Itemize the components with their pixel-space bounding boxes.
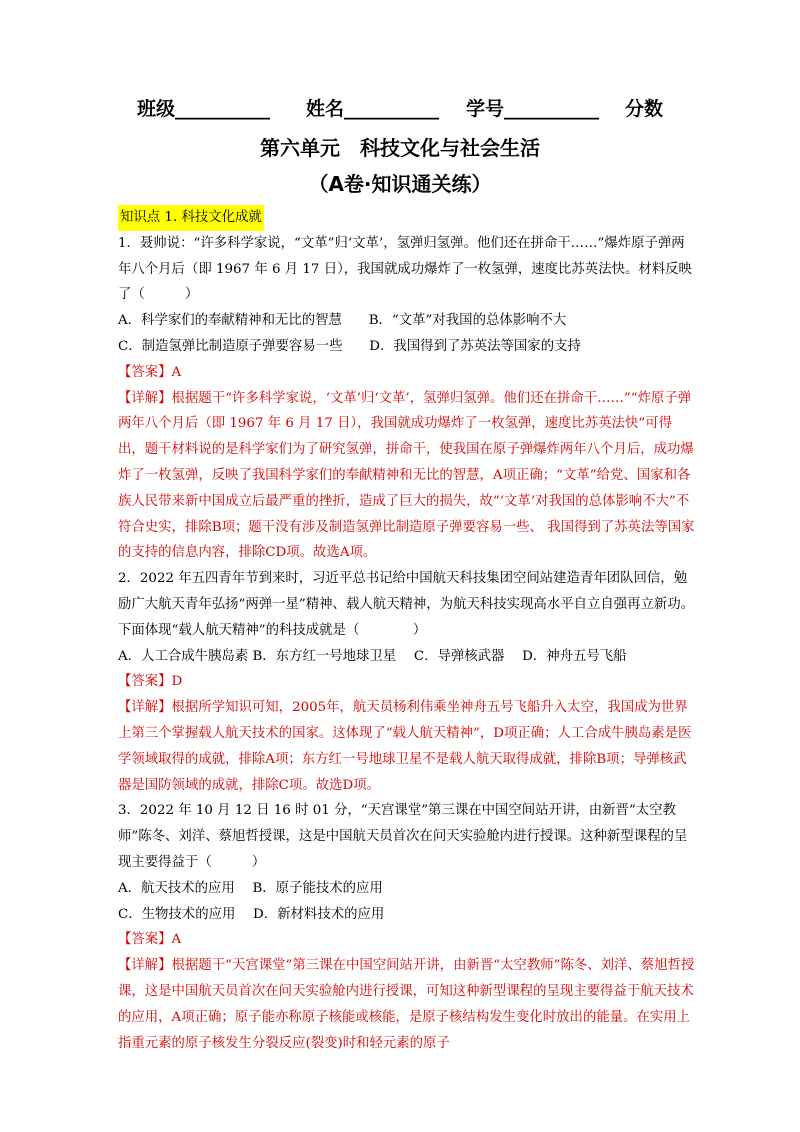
unit-subtitle: （A卷·知识通关练） [308, 172, 492, 196]
question-2-answer: 【答案】D [118, 674, 183, 690]
question-3-answer: 【答案】A [118, 932, 182, 948]
question-2-stem: 2．2022 年五四青年节到来时，习近平总书记给中国航天科技集团空间站建造青年团队回信，勉励广大航天青年弘扬“两弹一星”精神、载人航天精神，为航天科技实现高水平自立自强再立新功。下面体现“载人航天精神”的科技成就是（ ） [118, 571, 695, 638]
question-1-options-cd: C．制造氢弹比制造原子弹要容易一些 D．我国得到了苏英法等国家的支持 [118, 338, 581, 354]
question-2-explanation: 【详解】根据所学知识可知，2005年，航天员杨利伟乘坐神舟五号飞船升入太空，我国成为世界上第三个掌握载人航天技术的国家。这体现了“载人航天精神”，D项正确；人工合成牛胰岛素是医学领域取得的成就，排除A项；东方红一号地球卫星不是载人航天取得成就，排除B项；导弹核武器是国防领域的成就，排除C项。故选D项。 [118, 700, 692, 793]
document-body [118, 205, 698, 1056]
question-3-options-ab: A．航天技术的应用 B．原子能技术的应用 [118, 880, 383, 896]
score-field-label: 分数 [625, 98, 664, 120]
unit-title: 第六单元 科技文化与社会生活 [260, 136, 540, 160]
student-id-field-label: 学号__________ [466, 98, 600, 120]
question-1-answer: 【答案】A [118, 364, 182, 380]
name-field-label: 姓名__________ [306, 98, 440, 120]
question-1-explanation: 【详解】根据题干“许多科学家说，‘文革’归‘文革’，氢弹归氢弹。他们还在拼命干……”“炸原子弹两年八个月后（即 1967 年 6 月 17 日），我国就成功爆炸了一枚氢弹，速度比苏英法快”可得出，题干材料说的是科学家们为了研究氢弹，拼命干，使我国在原子弹爆炸两年八个月后，成功爆炸了一枚氢弹，反映了我国科学家们的奉献精神和无比的智慧，A项正确；“文革”给党、国家和各族人民带来新中国成立后最严重的挫折，造成了巨大的损失，故“‘文革’对我国的总体影响不大”不符合史实，排除B项；题干没有涉及制造氢弹比制造原子弹要容易一些、 我国得到了苏英法等国家的支持的信息内容，排除CD项。故选A项。 [118, 390, 695, 561]
section-heading [118, 205, 698, 231]
knowledge-point-label: 知识点 1. 科技文化成就 [118, 205, 264, 231]
question-2-options: A．人工合成牛胰岛素 B．东方红一号地球卫星 C．导弹核武器 D．神舟五号飞船 [118, 648, 627, 664]
question-3-explanation: 【详解】根据题干“天宫课堂”第三课在中国空间站开讲，由新晋“太空教师”陈冬、刘洋、蔡旭哲授课，这是中国航天员首次在问天实验舱内进行授课，可知这种新型课程的呈现主要得益于航天技术的应用，A项正确；原子能亦称原子核能或核能，是原子核结构发生变化时放出的能量。在实用上指重元素的原子核发生分裂反应(裂变)时和轻元素的原子 [118, 958, 695, 1051]
question-3-stem: 3．2022 年 10 月 12 日 16 时 01 分，“天宫课堂”第三课在中国空间站开讲，由新晋“太空教师”陈冬、刘洋、蔡旭哲授课，这是中国航天员首次在问天实验舱内进行授课。这种新型课程的呈现主要得益于（ ） [118, 803, 688, 870]
class-field-label: 班级__________ [137, 98, 271, 120]
question-1-options-ab: A．科学家们的奉献精神和无比的智慧 B．“文革”对我国的总体影响不大 [118, 313, 567, 329]
question-1-stem: 1．聂帅说：“许多科学家说，“文革”归‘文革’，氢弹归氢弹。他们还在拼命干……”爆炸原子弹两年八个月后（即 1967 年 6 月 17 日），我国就成功爆炸了一枚氢弹，速度比苏英法快。材料反映了（ ） [118, 235, 692, 303]
question-3-options-cd: C．生物技术的应用 D．新材料技术的应用 [118, 906, 385, 922]
